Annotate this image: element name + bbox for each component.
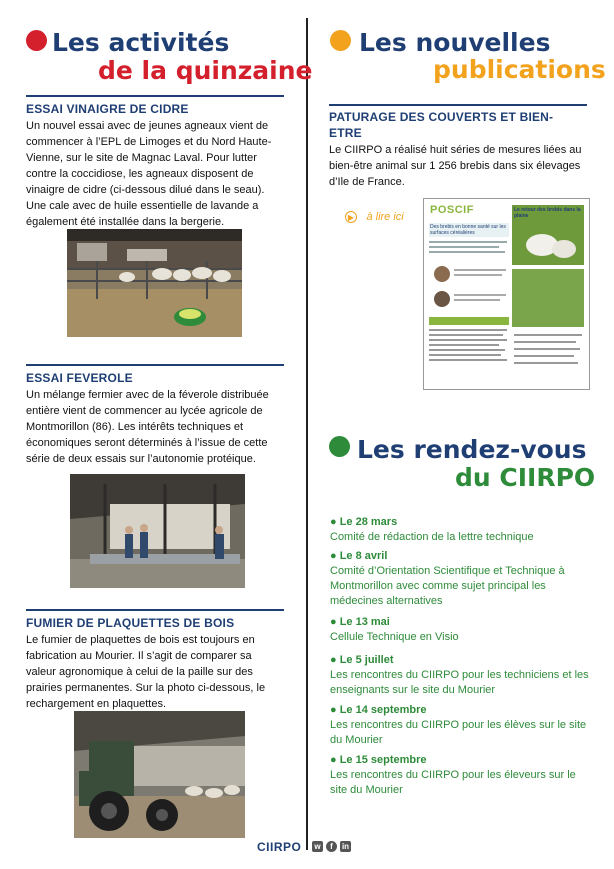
publications-title-line2: publications: [433, 55, 606, 84]
article-body-feverole: Un mélange fermier avec de la féverole distribuée entière vient de commencer au lycée agricole de Montmorillon (86). Les intérêts techniques et économiques seront déterminés à l’issue de cette série de deux essais sur l’autonomie protéique.: [26, 389, 269, 465]
pub-article-title-line2: ETRE: [329, 126, 362, 140]
photo-tractor-woodchips: [74, 711, 245, 838]
article-rule: [26, 609, 284, 611]
rdv-item: [330, 615, 592, 645]
photo-feeding-barn: [70, 474, 245, 588]
rdv-title-line2: du CIIRPO: [455, 463, 596, 492]
activities-title-line1: Les activités: [52, 28, 230, 57]
footer-logo: CIIRPO: [257, 840, 302, 854]
bullet-icon: ●: [330, 616, 340, 628]
pub-article-body: Le CIIRPO a réalisé huit séries de mesures liées au bien-être animal sur 1 256 brebis dans six élevages d’Ile de France.: [329, 144, 582, 188]
article-title-feverole: ESSAI FEVEROLE: [26, 371, 133, 385]
thumb-headline: Des brebis en bonne santé sur les surfaces céréalières: [430, 224, 506, 236]
bullet-icon: ●: [330, 704, 340, 716]
activities-title-line2: de la quinzaine: [98, 56, 313, 85]
article-body-vinaigre: Un nouvel essai avec de jeunes agneaux vient de commencer à l’EPL de Limoges et du Nord Haute-Vienne, sur le site de Magnac Laval. Pour lutter contre la coccidiose, les agneaux disposent de vinaigre de cidre (ci-dessous dilué dans le seau). Une cale avec de huile essentielle de lavande a également été installée dans la bergerie.: [26, 120, 272, 228]
rdv-date: Le 5 juillet: [339, 654, 394, 666]
rdv-desc: Les rencontres du CIIRPO pour les éleveurs sur le site du Mourier: [330, 769, 576, 796]
arrow-right-icon: ▶: [345, 211, 357, 223]
rdv-title-line1: Les rendez-vous: [357, 435, 587, 464]
rdv-item: [330, 549, 592, 609]
rdv-date: Le 14 septembre: [339, 704, 427, 716]
read-link[interactable]: [345, 208, 404, 222]
red-dot-icon: [26, 30, 47, 51]
article-rule: [26, 95, 284, 97]
bullet-icon: ●: [330, 654, 340, 666]
bullet-icon: ●: [330, 550, 340, 562]
rdv-item: [330, 753, 592, 798]
article-title-fumier: FUMIER DE PLAQUETTES DE BOIS: [26, 616, 235, 630]
column-divider: [306, 18, 308, 850]
rdv-date: Le 13 mai: [339, 616, 390, 628]
thumb-side-title: Le retour des brebis dans la plaine: [514, 207, 581, 219]
orange-dot-icon: [330, 30, 351, 51]
article-rule: [26, 364, 284, 366]
rdv-date: Le 8 avril: [339, 550, 388, 562]
rdv-desc: Comité de rédaction de la lettre technique: [330, 531, 534, 543]
rdv-date: Le 28 mars: [339, 516, 398, 528]
rdv-desc: Les rencontres du CIIRPO pour les techniciens et les enseignants sur le site du Mourier: [330, 669, 589, 696]
rdv-desc: Cellule Technique en Visio: [330, 631, 459, 643]
article-title-vinaigre: ESSAI VINAIGRE DE CIDRE: [26, 102, 189, 116]
facebook-icon[interactable]: f: [326, 841, 337, 852]
bullet-icon: ●: [330, 516, 340, 528]
article-body-fumier: Le fumier de plaquettes de bois est toujours en fabrication au Mourier. Il s’agit de comparer sa valeur agronomique à celui de la paille sur des prairies permanentes. Sur la photo ci-dessous, le rechargement en plaquettes.: [26, 634, 266, 710]
linkedin-icon[interactable]: in: [341, 842, 350, 851]
read-link-label: à lire ici: [366, 210, 404, 223]
rdv-desc: Les rencontres du CIIRPO pour les élèves sur le site du Mourier: [330, 719, 587, 746]
photo-lambs-pen: [67, 229, 242, 337]
publication-thumbnail[interactable]: [423, 198, 590, 390]
pub-article-title-line1: PATURAGE DES COUVERTS ET BIEN-: [329, 110, 554, 124]
rdv-item: [330, 653, 592, 698]
green-dot-icon: [329, 436, 350, 457]
bullet-icon: ●: [330, 754, 340, 766]
web-icon[interactable]: w: [312, 841, 323, 852]
article-rule: [329, 104, 587, 106]
thumb-logo: POSCIF: [430, 204, 474, 216]
rdv-item: [330, 703, 592, 748]
rdv-item: [330, 515, 592, 545]
publications-title-line1: Les nouvelles: [359, 28, 551, 57]
rdv-date: Le 15 septembre: [339, 754, 427, 766]
rdv-desc: Comité d’Orientation Scientifique et Technique à Montmorillon avec comme sujet principal les médecines alternatives: [330, 565, 565, 607]
